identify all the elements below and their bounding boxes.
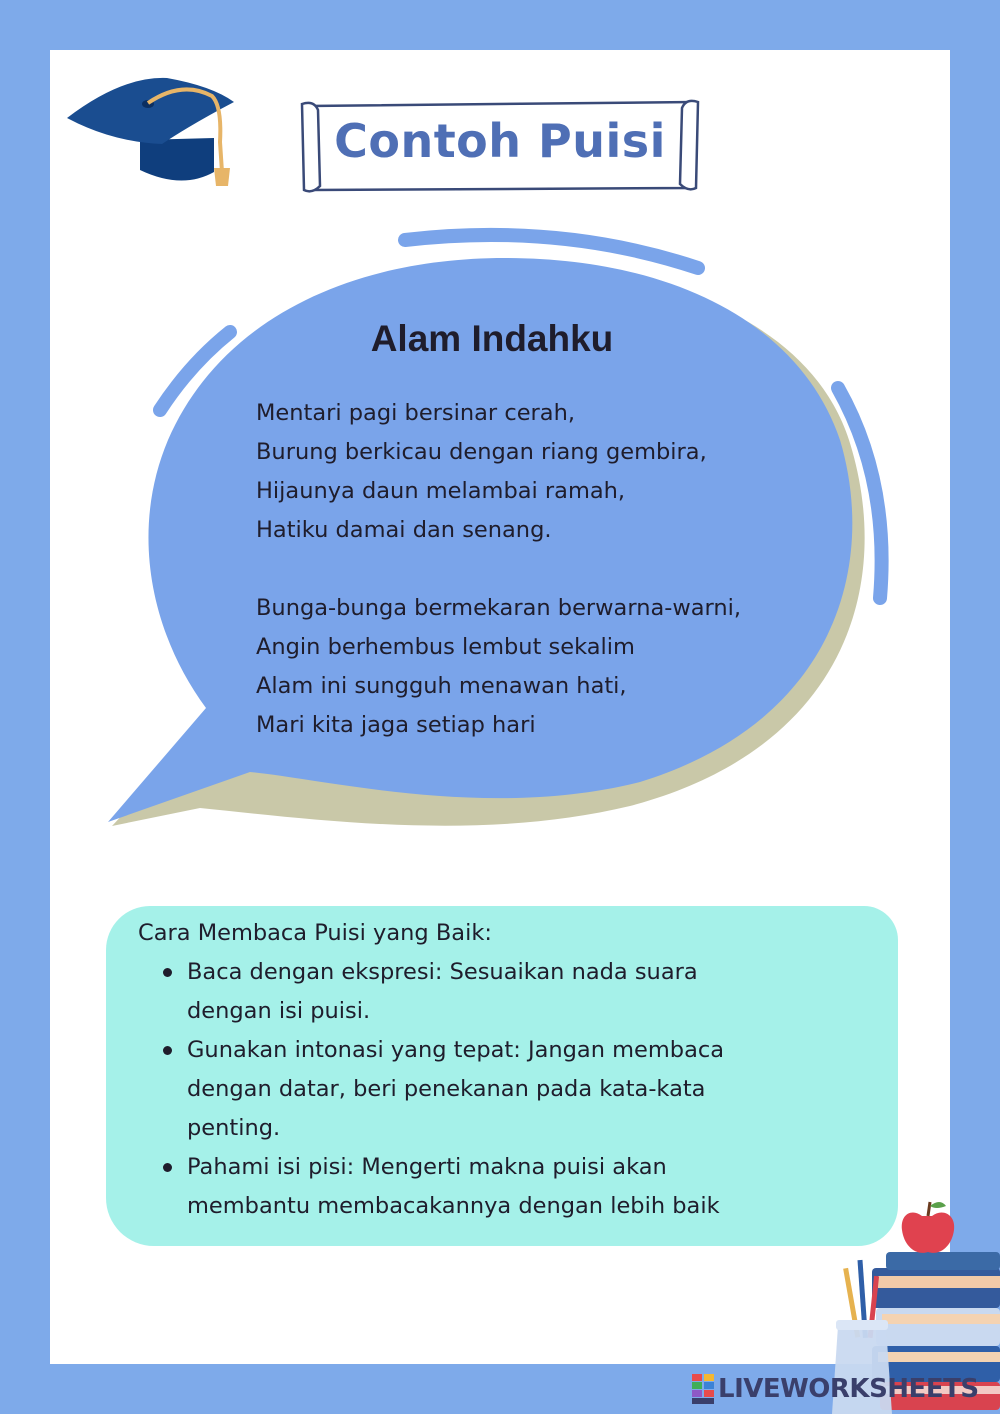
bullet-icon xyxy=(163,1046,172,1055)
bullet-icon xyxy=(163,1163,172,1172)
poem-stanza xyxy=(256,589,856,745)
poem-line: Hatiku damai dan senang. xyxy=(256,517,552,543)
list-item xyxy=(106,1148,866,1226)
tip-line: Gunakan intonasi yang tepat: Jangan membaca xyxy=(187,1037,725,1063)
poem-line: Burung berkicau dengan riang gembira, xyxy=(256,439,707,465)
tip-line: dengan datar, beri penekanan pada kata-kata xyxy=(187,1076,706,1102)
reading-tips-box xyxy=(106,906,898,1246)
list-item xyxy=(106,1031,866,1148)
poem-line: Hijaunya daun melambai ramah, xyxy=(256,478,626,504)
list-item xyxy=(106,953,866,1031)
tip-line: dengan isi puisi. xyxy=(187,998,371,1024)
tip-line: membantu membacakannya dengan lebih baik xyxy=(187,1193,720,1219)
poem-body xyxy=(256,394,856,784)
tips-heading: Cara Membaca Puisi yang Baik: xyxy=(138,920,492,946)
liveworksheets-logo-icon xyxy=(692,1374,714,1404)
tip-line: Pahami isi pisi: Mengerti makna puisi akan xyxy=(187,1154,667,1180)
tip-line: Baca dengan ekspresi: Sesuaikan nada suara xyxy=(187,959,698,985)
brand-text: LIVEWORKSHEETS xyxy=(718,1374,979,1404)
tip-line: penting. xyxy=(187,1115,281,1141)
poem-line: Angin berhembus lembut sekalim xyxy=(256,634,635,660)
poem-title: Alam Indahku xyxy=(370,318,614,359)
poem-stanza xyxy=(256,394,856,550)
bullet-icon xyxy=(163,968,172,977)
poem-line: Mari kita jaga setiap hari xyxy=(256,712,536,738)
liveworksheets-watermark xyxy=(692,1372,979,1406)
poem-line: Bunga-bunga bermekaran berwarna-warni, xyxy=(256,595,742,621)
poem-line: Mentari pagi bersinar cerah, xyxy=(256,400,575,426)
poem-line: Alam ini sungguh menawan hati, xyxy=(256,673,627,699)
page-title: Contoh Puisi xyxy=(334,114,666,168)
tips-list xyxy=(106,953,866,1226)
